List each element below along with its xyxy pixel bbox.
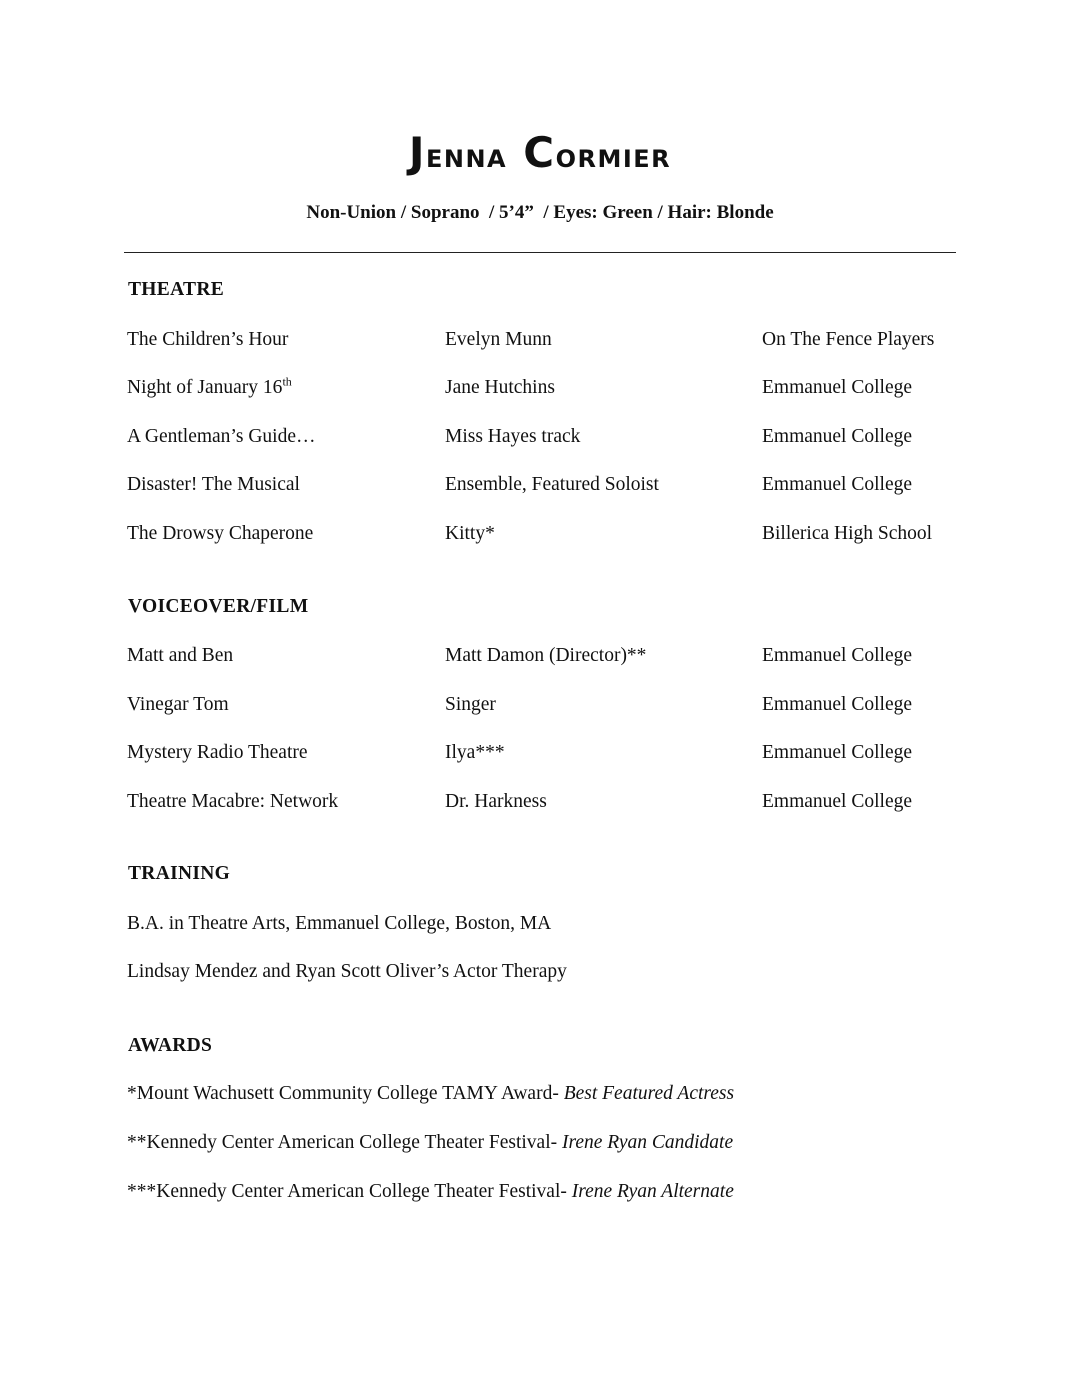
theatre-row-2-company: Emmanuel College bbox=[762, 377, 913, 398]
voiceover-row-1-show: Matt and Ben bbox=[127, 645, 234, 666]
theatre-row-1-show: The Children’s Hour bbox=[127, 329, 289, 350]
theatre-section-title: THEATRE bbox=[128, 279, 225, 300]
award-item-1 bbox=[127, 1083, 734, 1105]
training-item-1: B.A. in Theatre Arts, Emmanuel College, Boston, MA bbox=[127, 913, 552, 934]
theatre-row-3-company: Emmanuel College bbox=[762, 426, 913, 447]
name-last-rest: ormier bbox=[555, 136, 672, 176]
award-item-3-text: ***Kennedy Center American College Theater Festival- bbox=[127, 1181, 572, 1202]
voiceover-row-3-company: Emmanuel College bbox=[762, 742, 913, 763]
voiceover-row-4-company: Emmanuel College bbox=[762, 791, 913, 812]
theatre-row-5-show: The Drowsy Chaperone bbox=[127, 523, 314, 544]
theatre-row-1-company: On The Fence Players bbox=[762, 329, 935, 350]
theatre-row-3-show: A Gentleman’s Guide… bbox=[127, 426, 316, 447]
award-item-2-text: **Kennedy Center American College Theater Festival- bbox=[127, 1132, 562, 1153]
theatre-row-4-show: Disaster! The Musical bbox=[127, 474, 300, 495]
voiceover-section-title: VOICEOVER/FILM bbox=[128, 596, 309, 617]
awards-section-title: AWARDS bbox=[128, 1035, 213, 1056]
voiceover-row-2-role: Singer bbox=[445, 694, 496, 715]
voiceover-row-3-role: Ilya*** bbox=[445, 742, 505, 763]
theatre-row-4-role: Ensemble, Featured Soloist bbox=[445, 474, 659, 495]
theatre-row-5-company: Billerica High School bbox=[762, 523, 933, 544]
theatre-row-2-show-text: Night of January 16 bbox=[127, 377, 283, 398]
actor-stats: Non-Union / Soprano / 5’4” / Eyes: Green / Hair: Blonde bbox=[306, 202, 774, 223]
award-item-3 bbox=[127, 1181, 734, 1203]
voiceover-row-4-role: Dr. Harkness bbox=[445, 791, 547, 812]
voiceover-row-2-show: Vinegar Tom bbox=[127, 694, 229, 715]
award-item-3-category: Irene Ryan Alternate bbox=[571, 1181, 734, 1202]
training-section-title: TRAINING bbox=[128, 863, 231, 884]
award-item-2 bbox=[127, 1132, 733, 1154]
voiceover-row-1-company: Emmanuel College bbox=[762, 645, 913, 666]
header-divider bbox=[124, 252, 956, 253]
voiceover-row-1-role: Matt Damon (Director)** bbox=[445, 645, 647, 666]
training-item-2: Lindsay Mendez and Ryan Scott Oliver’s Actor Therapy bbox=[127, 961, 567, 982]
theatre-row-4-company: Emmanuel College bbox=[762, 474, 913, 495]
award-item-2-category: Irene Ryan Candidate bbox=[562, 1132, 734, 1153]
name-first-rest: enna bbox=[425, 136, 508, 176]
name-last-initial: C bbox=[523, 128, 556, 177]
voiceover-row-3-show: Mystery Radio Theatre bbox=[127, 742, 308, 763]
name-first-initial: J bbox=[408, 128, 426, 177]
theatre-row-2-show-superscript: th bbox=[282, 374, 292, 389]
resume-name bbox=[0, 128, 1080, 177]
theatre-row-3-role: Miss Hayes track bbox=[445, 426, 581, 447]
voiceover-row-4-show: Theatre Macabre: Network bbox=[127, 791, 339, 812]
theatre-row-2-show bbox=[127, 374, 292, 399]
voiceover-row-2-company: Emmanuel College bbox=[762, 694, 913, 715]
theatre-row-5-role: Kitty* bbox=[445, 523, 495, 544]
theatre-row-2-role: Jane Hutchins bbox=[445, 377, 555, 398]
award-item-1-text: *Mount Wachusett Community College TAMY Award- bbox=[127, 1083, 564, 1104]
award-item-1-category: Best Featured Actress bbox=[563, 1083, 735, 1104]
theatre-row-1-role: Evelyn Munn bbox=[445, 329, 552, 350]
